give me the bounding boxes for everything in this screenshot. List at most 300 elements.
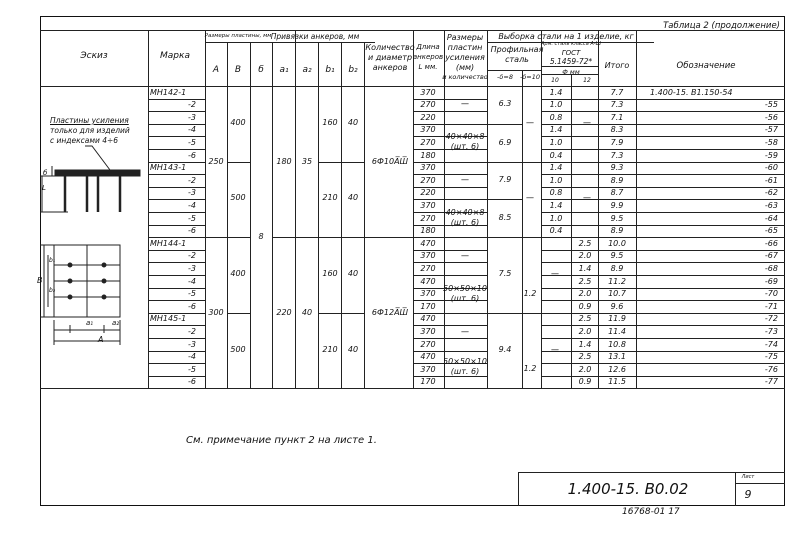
cell-itogo: 8.9 bbox=[610, 226, 624, 236]
cell-a12: 2.0 bbox=[578, 326, 592, 336]
cell-L: 370 bbox=[420, 364, 436, 374]
cell-marka: -2 bbox=[188, 175, 196, 185]
sheet-number: 9 bbox=[744, 488, 752, 501]
prof-8-2: 6.9 bbox=[498, 138, 512, 147]
cell-L: 470 bbox=[420, 352, 436, 362]
titleblock-left bbox=[518, 472, 519, 506]
cell-obozn: -57 bbox=[764, 125, 778, 135]
cell-L: 370 bbox=[420, 200, 436, 210]
sub-line-usil bbox=[444, 199, 487, 200]
sketch-label-B: B bbox=[37, 276, 43, 285]
row-line-marka bbox=[148, 338, 205, 339]
header-usil-5: и количество bbox=[442, 73, 488, 81]
cell-itogo: 8.9 bbox=[610, 175, 624, 185]
cell-itogo: 10.7 bbox=[608, 289, 626, 299]
g2-A: 300 bbox=[208, 308, 224, 317]
cell-marka: МН142-1 bbox=[150, 87, 187, 97]
row-line-marka bbox=[148, 149, 205, 150]
cell-obozn: -68 bbox=[764, 263, 778, 273]
group-line-B bbox=[227, 162, 250, 163]
group-line-prof bbox=[444, 162, 541, 163]
cell-L: 270 bbox=[420, 175, 436, 185]
usil-dash-1: — bbox=[461, 99, 469, 108]
cell-a10: 0.8 bbox=[549, 188, 563, 198]
cell-obozn: -74 bbox=[764, 339, 778, 349]
header-privyazki: Привязки анкеров, мм bbox=[270, 32, 360, 41]
row-line-marka bbox=[148, 376, 205, 377]
row-line-marka bbox=[148, 351, 205, 352]
header-kolichestvo-1: Количество bbox=[365, 43, 415, 52]
cell-L: 270 bbox=[420, 339, 436, 349]
grid-vline bbox=[487, 30, 488, 388]
cell-a10: 0.4 bbox=[549, 150, 563, 160]
g2-a1: 220 bbox=[276, 308, 292, 317]
row-line-right bbox=[541, 275, 785, 276]
b1-160-2: 160 bbox=[322, 269, 338, 278]
cell-obozn: -67 bbox=[764, 251, 778, 261]
cell-marka: МН143-1 bbox=[150, 163, 187, 173]
sub-line-usil bbox=[444, 275, 487, 276]
grid-vline bbox=[636, 30, 637, 388]
cell-itogo: 11.4 bbox=[608, 326, 626, 336]
cell-marka: -4 bbox=[188, 200, 196, 210]
titleblock-sheet-divider bbox=[735, 472, 736, 506]
cell-obozn: -71 bbox=[764, 301, 778, 311]
b-400-1: 400 bbox=[230, 118, 246, 127]
row-line-marka bbox=[148, 124, 205, 125]
cell-marka: -6 bbox=[188, 226, 196, 236]
sketch-label-b1: b₁ bbox=[49, 257, 56, 264]
row-line-marka bbox=[148, 262, 205, 263]
arm10-dash-2: — bbox=[551, 345, 559, 354]
b1-210-1: 210 bbox=[322, 193, 338, 202]
cell-a10: 1.4 bbox=[549, 200, 563, 210]
g1-a1: 180 bbox=[276, 157, 292, 166]
cell-a10: 1.0 bbox=[549, 213, 563, 223]
group-line-B bbox=[227, 237, 250, 238]
cell-a12: 2.0 bbox=[578, 364, 592, 374]
cell-a12: 2.0 bbox=[578, 251, 592, 261]
header-phi10: 10 bbox=[551, 77, 559, 84]
usil-plate-2a: 40×40×8 bbox=[445, 208, 485, 217]
usil-plate-4b: (шт. 6) bbox=[450, 367, 480, 376]
cell-itogo: 7.3 bbox=[610, 150, 624, 160]
sub-line-prof-3 bbox=[487, 313, 522, 314]
row-line-right bbox=[541, 300, 785, 301]
cell-L: 220 bbox=[420, 188, 436, 198]
cell-marka: -3 bbox=[188, 188, 196, 198]
header-phi12: 12 bbox=[583, 77, 591, 84]
arm10-dash-1: — bbox=[551, 269, 559, 278]
sketch-note-3: с индексами 4÷6 bbox=[50, 136, 119, 145]
cell-itogo: 7.3 bbox=[610, 100, 624, 110]
group-line-b bbox=[318, 162, 364, 163]
row-line-right bbox=[541, 351, 785, 352]
sketch-label-A: A bbox=[98, 335, 104, 344]
cell-obozn: -66 bbox=[764, 238, 778, 248]
grid-vline bbox=[227, 42, 228, 388]
grid-vline bbox=[341, 42, 342, 388]
b2-40-4: 40 bbox=[347, 345, 359, 354]
cell-L: 170 bbox=[420, 301, 436, 311]
sketch-label-a1: a₁ bbox=[86, 319, 94, 327]
header-marka: Марка bbox=[160, 51, 190, 61]
header-a1: a₁ bbox=[279, 65, 289, 75]
row-line-marka bbox=[148, 187, 205, 188]
cell-obozn: -59 bbox=[764, 150, 778, 160]
prof-10-dash-2: — bbox=[526, 193, 534, 202]
usil-dash-3: — bbox=[461, 251, 469, 260]
row-line-right bbox=[541, 149, 785, 150]
usil-plate-3a: 50×50×10 bbox=[443, 284, 487, 293]
sketch-label-b: б bbox=[43, 169, 48, 177]
cell-L: 180 bbox=[420, 150, 436, 160]
group-line-prof bbox=[444, 237, 541, 238]
cell-itogo: 12.6 bbox=[608, 364, 626, 374]
cell-itogo: 9.9 bbox=[610, 200, 624, 210]
doc-code: 1.400-15. В0.02 bbox=[567, 480, 689, 498]
cell-a12: 0.9 bbox=[578, 377, 592, 387]
row-line-right bbox=[541, 99, 785, 100]
cell-itogo: 11.5 bbox=[608, 377, 626, 387]
row-line-right bbox=[541, 288, 785, 289]
cell-itogo: 8.9 bbox=[610, 263, 624, 273]
prof-10-dash-1: — bbox=[526, 118, 534, 127]
grid-vline bbox=[318, 42, 319, 388]
prof-8-4: 8.5 bbox=[498, 213, 512, 222]
header-usil-1: Размеры bbox=[446, 33, 484, 42]
prof-8-1: 6.3 bbox=[498, 99, 512, 108]
header-vyborka: Выборка стали на 1 изделие, кг bbox=[498, 32, 634, 41]
cell-obozn: -58 bbox=[764, 137, 778, 147]
sketch-note-1: Пластины усиления bbox=[50, 116, 129, 125]
row-line-marka bbox=[148, 300, 205, 301]
cell-L: 170 bbox=[420, 377, 436, 387]
cell-a12: 2.5 bbox=[578, 314, 592, 324]
b2-40-1: 40 bbox=[347, 118, 359, 127]
cell-obozn: -76 bbox=[764, 364, 778, 374]
cell-L: 270 bbox=[420, 137, 436, 147]
cell-L: 470 bbox=[420, 276, 436, 286]
grid-vline bbox=[413, 30, 414, 388]
g2-anchors: 6Ф12А̅Ш̅ bbox=[371, 308, 409, 317]
row-line-right bbox=[541, 199, 785, 200]
cell-L: 270 bbox=[420, 263, 436, 273]
b1-210-2: 210 bbox=[322, 345, 338, 354]
usil-plate-3b: (шт. 6) bbox=[450, 294, 480, 303]
row-line-right bbox=[541, 111, 785, 112]
titleblock-top bbox=[518, 472, 785, 473]
header-gost-1: ГОСТ bbox=[561, 49, 581, 57]
sketch-note-2: только для изделий bbox=[50, 126, 130, 135]
row-line-marka bbox=[148, 288, 205, 289]
cell-itogo: 7.9 bbox=[610, 137, 624, 147]
grid-vline bbox=[272, 42, 273, 388]
row-line-right bbox=[541, 325, 785, 326]
cell-obozn: -72 bbox=[764, 314, 778, 324]
header-oboznachenie: Обозначение bbox=[676, 61, 736, 71]
grid-vline bbox=[295, 30, 296, 388]
header-d8: -δ=8 bbox=[497, 73, 513, 81]
usil-plate-1a: 40×40×8 bbox=[445, 132, 485, 141]
cell-a10: 1.4 bbox=[549, 163, 563, 173]
row-line-right bbox=[541, 363, 785, 364]
cell-a12: 2.5 bbox=[578, 352, 592, 362]
group-line-a bbox=[272, 237, 318, 238]
header-usil-3: усиления bbox=[445, 53, 485, 62]
cell-a12: 0.9 bbox=[578, 301, 592, 311]
row-line-marka bbox=[148, 212, 205, 213]
grid-vline bbox=[598, 30, 599, 388]
row-line-right bbox=[541, 262, 785, 263]
cell-itogo: 10.8 bbox=[608, 339, 626, 349]
row-line-right bbox=[541, 187, 785, 188]
header-a2: a₂ bbox=[302, 65, 312, 75]
header-B: B bbox=[234, 65, 242, 75]
row-line-marka bbox=[148, 111, 205, 112]
grid-vline bbox=[571, 74, 572, 388]
phi-line bbox=[541, 66, 598, 67]
cell-L: 270 bbox=[420, 100, 436, 110]
table-title: Таблица 2 (продолжение) bbox=[663, 21, 780, 31]
prof-8-6: 9.4 bbox=[498, 345, 512, 354]
cell-a10: 0.8 bbox=[549, 112, 563, 122]
row-line-marka bbox=[148, 363, 205, 364]
usil-plate-1b: (шт. 6) bbox=[450, 142, 480, 151]
cell-a12: 1.4 bbox=[578, 263, 592, 273]
cell-marka: -2 bbox=[188, 326, 196, 336]
cell-a10: 1.4 bbox=[549, 87, 563, 97]
cell-obozn: -65 bbox=[764, 226, 778, 236]
cell-obozn: -56 bbox=[764, 112, 778, 122]
cell-a12: 1.4 bbox=[578, 339, 592, 349]
delta-value: 8 bbox=[258, 232, 264, 241]
cell-itogo: 11.9 bbox=[608, 314, 626, 324]
header-dlina-3: L мм. bbox=[418, 63, 438, 71]
row-line-right bbox=[541, 124, 785, 125]
header-usil-2: пластин bbox=[447, 43, 483, 52]
row-line-right bbox=[541, 225, 785, 226]
cell-itogo: 13.1 bbox=[608, 352, 626, 362]
header-usil-4: (мм) bbox=[455, 63, 475, 72]
row-line-right bbox=[541, 250, 785, 251]
header-phi: Ф мм bbox=[562, 68, 580, 76]
cell-itogo: 9.6 bbox=[610, 301, 624, 311]
footer-note: См. примечание пункт 2 на листе 1. bbox=[186, 435, 377, 446]
cell-L: 370 bbox=[420, 251, 436, 261]
row-line-right bbox=[541, 237, 785, 238]
row-line-marka bbox=[148, 199, 205, 200]
cell-marka: -6 bbox=[188, 150, 196, 160]
b1-160-1: 160 bbox=[322, 118, 338, 127]
sub-line-usil bbox=[444, 124, 487, 125]
grid-vline bbox=[364, 42, 365, 388]
cell-marka: -4 bbox=[188, 276, 196, 286]
sub-line-prof-2 bbox=[487, 199, 522, 200]
cell-obozn: -64 bbox=[764, 213, 778, 223]
cell-a12: 2.0 bbox=[578, 289, 592, 299]
header-arm: Арм. сталь класса А-Ш bbox=[540, 41, 602, 47]
cell-marka: -3 bbox=[188, 339, 196, 349]
cell-marka: -6 bbox=[188, 377, 196, 387]
usil-dash-4: — bbox=[461, 327, 469, 336]
sub-line-prof-1 bbox=[487, 124, 522, 125]
row-line-right bbox=[541, 313, 785, 314]
cell-obozn: -55 bbox=[764, 100, 778, 110]
cell-marka: -6 bbox=[188, 301, 196, 311]
row-line-marka bbox=[148, 325, 205, 326]
row-line-marka bbox=[148, 136, 205, 137]
cell-marka: -5 bbox=[188, 213, 196, 223]
sub-header-line bbox=[205, 42, 375, 43]
prof-10-1: 1.2 bbox=[523, 289, 537, 298]
cell-marka: -5 bbox=[188, 137, 196, 147]
cell-marka: -3 bbox=[188, 112, 196, 122]
cell-marka: -2 bbox=[188, 251, 196, 261]
body-bottom-line bbox=[40, 388, 785, 389]
header-itogo: Итого bbox=[604, 61, 630, 70]
row-line-marka bbox=[148, 275, 205, 276]
cell-L: 370 bbox=[420, 289, 436, 299]
grid-vline bbox=[522, 70, 523, 388]
b-500-2: 500 bbox=[230, 345, 246, 354]
header-profilnaya-2: сталь bbox=[505, 55, 529, 64]
sub-line-usil bbox=[444, 351, 487, 352]
sketch-label-b2: b₂ bbox=[49, 287, 56, 294]
cell-marka: МН144-1 bbox=[150, 238, 187, 248]
group-line-b bbox=[318, 313, 364, 314]
cell-marka: -5 bbox=[188, 289, 196, 299]
arm12-dash-1: — bbox=[583, 118, 591, 127]
cell-marka: -5 bbox=[188, 364, 196, 374]
cell-marka: -3 bbox=[188, 263, 196, 273]
header-b2: b₂ bbox=[348, 65, 358, 75]
group-line-anchors bbox=[364, 237, 413, 238]
header-eskiz: Эскиз bbox=[80, 51, 108, 61]
group-line-B bbox=[227, 313, 250, 314]
titleblock-sheet-line bbox=[735, 483, 785, 484]
g1-anchors: 6Ф10А̅Ш̅ bbox=[371, 157, 409, 166]
cell-L: 270 bbox=[420, 213, 436, 223]
cell-obozn: -73 bbox=[764, 326, 778, 336]
usil-plate-2b: (шт. 6) bbox=[450, 218, 480, 227]
b2-40-3: 40 bbox=[347, 269, 359, 278]
cell-L: 220 bbox=[420, 112, 436, 122]
header-kolichestvo-2: и диаметр bbox=[367, 53, 413, 62]
cell-obozn: -63 bbox=[764, 200, 778, 210]
cell-marka: -2 bbox=[188, 100, 196, 110]
cell-a10: 1.0 bbox=[549, 100, 563, 110]
sketch-label-L: L bbox=[42, 184, 46, 192]
b-500-1: 500 bbox=[230, 193, 246, 202]
b-400-2: 400 bbox=[230, 269, 246, 278]
cell-marka: -4 bbox=[188, 352, 196, 362]
row-line-marka bbox=[148, 225, 205, 226]
row-line-right bbox=[541, 174, 785, 175]
g1-a2: 35 bbox=[301, 157, 313, 166]
header-b1: b₁ bbox=[325, 65, 335, 75]
cell-obozn: -61 bbox=[764, 175, 778, 185]
cell-itogo: 8.3 bbox=[610, 125, 624, 135]
cell-obozn: -70 bbox=[764, 289, 778, 299]
cell-itogo: 10.0 bbox=[608, 238, 626, 248]
prof-10-2: 1.2 bbox=[523, 364, 537, 373]
cell-obozn: -62 bbox=[764, 188, 778, 198]
cell-marka: -4 bbox=[188, 125, 196, 135]
cell-itogo: 8.7 bbox=[610, 188, 624, 198]
header-gost-2: 5.1459-72* bbox=[549, 57, 593, 66]
g2-a2: 40 bbox=[301, 308, 313, 317]
group-line-A bbox=[205, 237, 228, 238]
row-line-right bbox=[541, 136, 785, 137]
header-profilnaya-1: Профильная bbox=[490, 45, 544, 54]
cell-L: 470 bbox=[420, 314, 436, 324]
header-razmery-plastiny: Размеры пластины, мм bbox=[204, 33, 272, 39]
b2-40-2: 40 bbox=[347, 193, 359, 202]
row-line-right bbox=[541, 162, 785, 163]
sketch-label-a2: a₂ bbox=[112, 319, 120, 327]
row-line-marka bbox=[148, 174, 205, 175]
cell-a10: 1.0 bbox=[549, 175, 563, 185]
cell-obozn: -75 bbox=[764, 352, 778, 362]
sketch-drawing bbox=[40, 140, 150, 350]
arm12-dash-2: — bbox=[583, 193, 591, 202]
header-dlina-1: Длина bbox=[416, 43, 440, 51]
cell-L: 370 bbox=[420, 87, 436, 97]
cell-L: 370 bbox=[420, 163, 436, 173]
header-kolichestvo-3: анкеров bbox=[372, 63, 408, 72]
prof-sub-line bbox=[487, 70, 542, 71]
cell-a12: 2.5 bbox=[578, 238, 592, 248]
cell-a10: 0.4 bbox=[549, 226, 563, 236]
cell-marka: МН145-1 bbox=[150, 314, 187, 324]
row-line-right bbox=[541, 212, 785, 213]
cell-itogo: 7.7 bbox=[610, 87, 624, 97]
usil-plate-4a: 50×50×10 bbox=[443, 357, 487, 366]
prof-8-5: 7.5 bbox=[498, 269, 512, 278]
row-line-right bbox=[541, 376, 785, 377]
cell-itogo: 9.5 bbox=[610, 213, 624, 223]
cell-itogo: 11.2 bbox=[608, 276, 626, 286]
row-line-marka bbox=[148, 99, 205, 100]
prof-8-3: 7.9 bbox=[498, 175, 512, 184]
sheet-label: Лист bbox=[741, 474, 755, 480]
cell-L: 370 bbox=[420, 326, 436, 336]
usil-dash-2: — bbox=[461, 175, 469, 184]
cell-obozn: 1.400-15. В1.150-54 bbox=[650, 87, 733, 97]
cell-a10: 1.0 bbox=[549, 137, 563, 147]
cell-itogo: 9.3 bbox=[610, 163, 624, 173]
header-A: A bbox=[212, 65, 220, 75]
header-dlina-2: анкеров bbox=[412, 53, 444, 61]
grid-vline bbox=[541, 30, 542, 388]
cell-itogo: 9.5 bbox=[610, 251, 624, 261]
cell-a10: 1.4 bbox=[549, 125, 563, 135]
grid-vline bbox=[205, 30, 206, 388]
row-line-marka bbox=[148, 250, 205, 251]
cell-obozn: -69 bbox=[764, 276, 778, 286]
cell-a12: 2.5 bbox=[578, 276, 592, 286]
cell-obozn: -77 bbox=[764, 377, 778, 387]
row-line-right bbox=[541, 338, 785, 339]
cell-L: 180 bbox=[420, 226, 436, 236]
cell-itogo: 7.1 bbox=[610, 112, 624, 122]
g1-A: 250 bbox=[208, 157, 224, 166]
archive-number: 16768-01 17 bbox=[622, 507, 680, 517]
header-d10: -δ=10 bbox=[519, 73, 541, 81]
cell-L: 370 bbox=[420, 125, 436, 135]
cell-obozn: -60 bbox=[764, 163, 778, 173]
